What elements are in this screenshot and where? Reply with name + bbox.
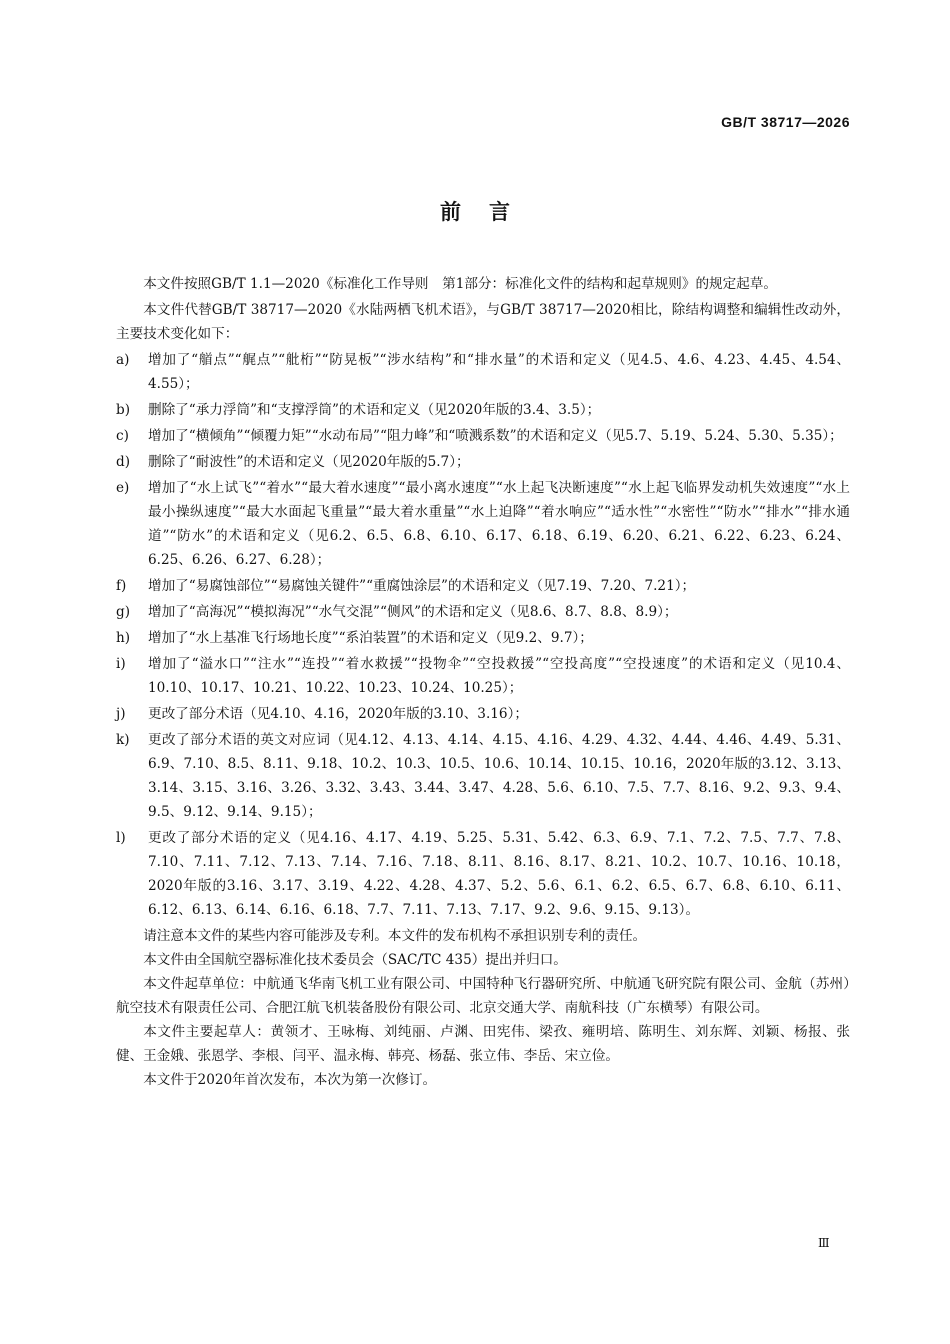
patent-notice-paragraph: 请注意本文件的某些内容可能涉及专利。本文件的发布机构不承担识别专利的责任。 (143, 928, 647, 944)
list-item (116, 424, 850, 448)
list-item (116, 728, 850, 824)
standard-number: GB/T 38717—2026 (721, 114, 850, 130)
list-item-text: 增加了“易腐蚀部位”“易腐蚀关键件”“重腐蚀涂层”的术语和定义（见7.19、7.20、7.21）； (148, 578, 696, 594)
list-item-label: g) (116, 604, 131, 620)
list-item-text: 增加了“高海况”“模拟海况”“水气交混”“侧风”的术语和定义（见8.6、8.7、8.8、8.9）； (148, 604, 678, 620)
list-item-text: 增加了“横倾角”“倾覆力矩”“水动布局”“阻力峰”和“喷溅系数”的术语和定义（见5.7、5.19、5.24、5.30、5.35）； (148, 428, 843, 444)
list-item-label: l) (116, 830, 126, 846)
list-item-label: j) (116, 706, 126, 722)
list-item (116, 826, 850, 922)
list-item-text: 更改了部分术语（见4.10、4.16，2020年版的3.10、3.16）； (148, 706, 528, 722)
list-item-text: 删除了“承力浮筒”和“支撑浮筒”的术语和定义（见2020年版的3.4、3.5）； (148, 402, 601, 418)
list-item-text: 更改了部分术语的英文对应词（见4.12、4.13、4.14、4.15、4.16、4.29、4.32、4.44、4.46、4.49、5.31、6.9、7.10、8.5、8.11、9.18、10.2、10.3、10.5、10.6、10.14、10.15、10.16，2020年版的3.12、3.13、3.14、3.15、3.16、3.26、3.32、3.43、3.44、3.47、4.28、5.6、6.10、7.5、7.7、8.16、9.2、9.3、9.4、9.5、9.12、9.14、9.15）； (148, 732, 850, 820)
list-item-text: 增加了“水上基准飞行场地长度”“系泊装置”的术语和定义（见9.2、9.7）； (148, 630, 593, 646)
list-item (116, 652, 850, 700)
list-item (116, 702, 850, 726)
drafting-units-paragraph: 本文件起草单位：中航通飞华南飞机工业有限公司、中国特种飞行器研究所、中航通飞研究院有限公司、金航（苏州）航空技术有限责任公司、合肥江航飞机装备股份有限公司、北京交通大学、南航科技（广东横琴）有限公司。 (116, 976, 850, 1016)
list-item-label: e) (116, 480, 130, 496)
list-item-label: i) (116, 656, 126, 672)
list-item-label: h) (116, 630, 131, 646)
page-number: Ⅲ (818, 1236, 830, 1250)
list-item-label: b) (116, 402, 131, 418)
list-item (116, 398, 850, 422)
list-item (116, 450, 850, 474)
list-item (116, 626, 850, 650)
list-item-label: k) (116, 732, 130, 748)
list-item-text: 增加了“溢水口”“注水”“连投”“着水救援”“投物伞”“空投救援”“空投高度”“空投速度”的术语和定义（见10.4、10.10、10.17、10.21、10.22、10.23、10.24、10.25）； (148, 656, 850, 696)
list-item-text: 增加了“水上试飞”“着水”“最大着水速度”“最小离水速度”“水上起飞决断速度”“水上起飞临界发动机失效速度”“水上最小操纵速度”“最大水面起飞重量”“最大着水重量”“水上迫降”“着水响应”“适水性”“水密性”“防水”“排水”“排水通道”“防水”的术语和定义（见6.2、6.5、6.8、6.10、6.17、6.18、6.19、6.20、6.21、6.22、6.23、6.24、6.25、6.26、6.27、6.28）； (148, 480, 850, 568)
list-item (116, 476, 850, 572)
publication-history-paragraph: 本文件于2020年首次发布，本次为第一次修订。 (143, 1072, 437, 1088)
intro-paragraph-drafting-rules: 本文件按照GB/T 1.1—2020《标准化工作导则 第1部分：标准化文件的结构和起草规则》的规定起草。 (143, 276, 778, 292)
drafters-paragraph: 本文件主要起草人：黄领才、王咏梅、刘纯丽、卢渊、田宪伟、梁孜、雍明培、陈明生、刘东辉、刘颖、杨报、张健、王金娥、张恩学、李根、闫平、温永梅、韩亮、杨磊、张立伟、李岳、宋立俭。 (116, 1024, 850, 1064)
list-item-label: f) (116, 578, 127, 594)
document-body (116, 272, 850, 1092)
page-title: 前言 (440, 200, 538, 224)
list-item (116, 348, 850, 396)
list-item-label: a) (116, 352, 130, 368)
list-item (116, 574, 850, 598)
technical-changes-list (116, 348, 850, 922)
intro-paragraph-replacement: 本文件代替GB/T 38717—2020《水陆两栖飞机术语》，与GB/T 38717—2020相比，除结构调整和编辑性改动外，主要技术变化如下： (116, 302, 850, 342)
proposer-paragraph: 本文件由全国航空器标准化技术委员会（SAC/TC 435）提出并归口。 (143, 952, 567, 968)
list-item-text: 增加了“艏点”“艉点”“舭桁”“防晃板”“涉水结构”和“排水量”的术语和定义（见4.5、4.6、4.23、4.45、4.54、4.55）； (148, 352, 850, 392)
list-item-label: d) (116, 454, 131, 470)
list-item-label: c) (116, 428, 129, 444)
list-item (116, 600, 850, 624)
list-item-text: 更改了部分术语的定义（见4.16、4.17、4.19、5.25、5.31、5.42、6.3、6.9、7.1、7.2、7.5、7.7、7.8、7.10、7.11、7.12、7.13、7.14、7.16、7.18、8.11、8.16、8.17、8.21、10.2、10.7、10.16、10.18，2020年版的3.16、3.17、3.19、4.22、4.28、4.37、5.2、5.6、6.1、6.2、6.5、6.7、6.8、6.10、6.11、6.12、6.13、6.14、6.16、6.18、7.7、7.11、7.13、7.17、9.2、9.6、9.15、9.13）。 (148, 830, 850, 918)
list-item-text: 删除了“耐波性”的术语和定义（见2020年版的5.7）； (148, 454, 470, 470)
